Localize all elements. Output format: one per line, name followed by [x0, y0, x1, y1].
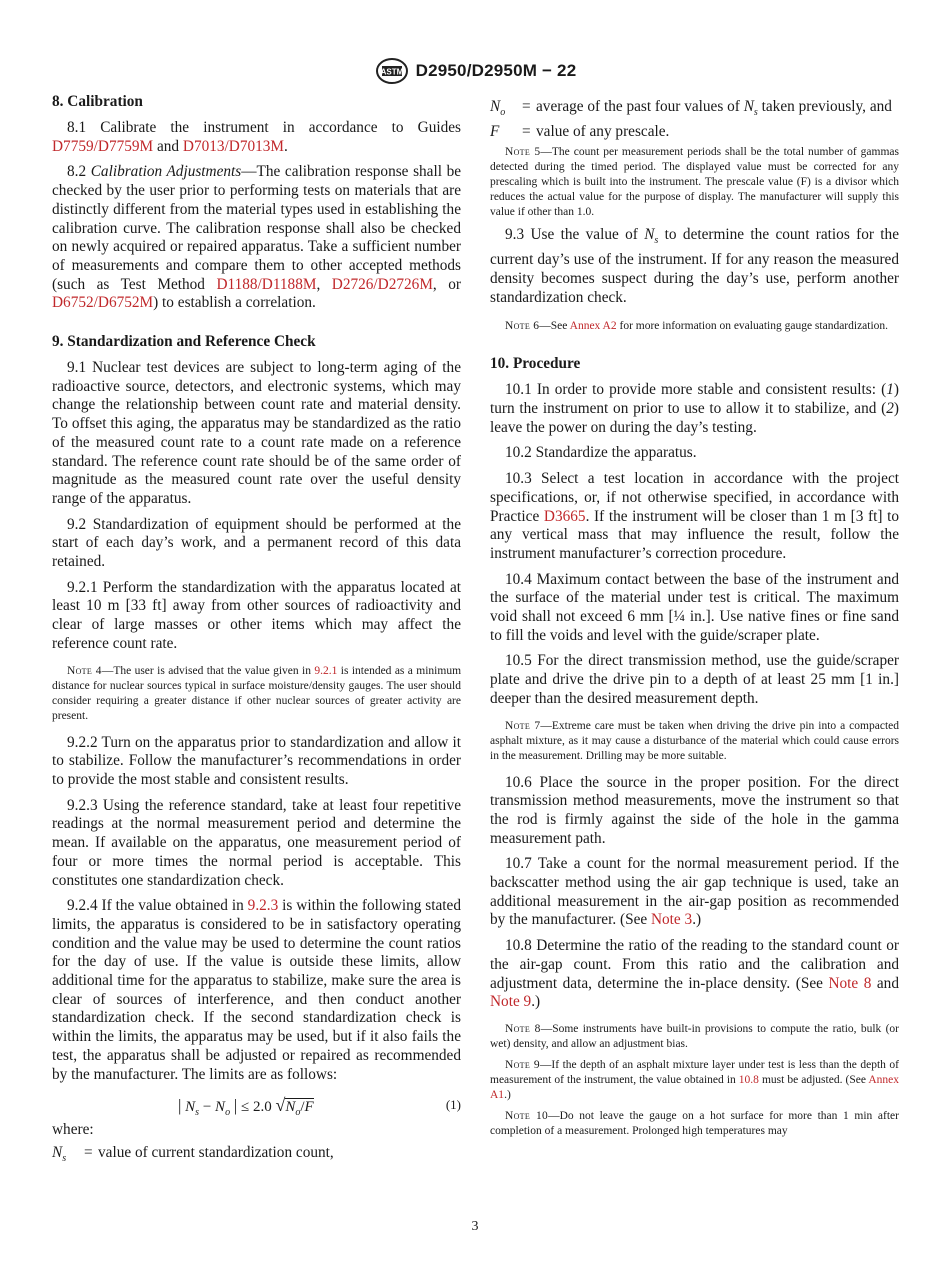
link-9-2-3[interactable]: 9.2.3 [247, 897, 279, 915]
page-number: 3 [471, 1219, 479, 1234]
para-10-4: 10.4 Maximum contact between the base of the instrument and the surface of the material under test is critical. The maximum void shall not exceed 6 mm [¼ in.]. Use native fines or fine sand to fill the voids and level with the guide/scraper plate. [490, 570, 899, 644]
para-9-2: 9.2 Standardization of equipment should be performed at the start of each day’s work, and a permanent record of this data retained. [52, 515, 461, 571]
para-9-2-4: 9.2.4 If the value obtained in 9.2.3 is within the following stated limits, the apparatus is considered to be in satisfactory operating condition and the value may be used to determine the count ratios for the day of use. If the value is outside these limits, allow additional time for the apparatus to stabilize, make sure the area is clear of sources of interference, and then conduct another standardization check. If the second standardization check is within the limits, the apparatus may be used, but if it also fails the test, the apparatus shall be adjusted or repaired as recommended by the manufacturer. The limits are as follows: [52, 897, 461, 1083]
link-note-9[interactable]: Note 9 [490, 993, 532, 1011]
astm-logo-icon [374, 57, 410, 85]
para-9-3: 9.3 Use the value of $N_s$ to determine the count ratios for the current day’s use of the instrument. If for any reason the measured density becomes suspect during the day’s use, perform another standardization check. [490, 226, 899, 306]
link-d3665[interactable]: D3665 [543, 507, 586, 525]
where-label: where: [52, 1121, 94, 1139]
section-10-heading: 10. Procedure [490, 355, 581, 373]
link-d6752[interactable]: D6752/D6752M [52, 294, 154, 312]
link-d2726[interactable]: D2726/D2726M [331, 275, 433, 293]
para-9-1: 9.1 Nuclear test devices are subject to long-term aging of the radioactive source, detectors, and electronic systems, which may change the relationship between count rate and material density. To offset this aging, the apparatus may be standardized as the ratio of the measured count rate to a count rate made on a reference standard. The reference count rate should be of the same order of magnitude as the measured count rate over the useful density range of the apparatus. [52, 359, 461, 507]
link-note-3[interactable]: Note 3 [650, 911, 693, 929]
para-10-3: 10.3 Select a test location in accordance with the project specifications, or, if not otherwise specified, in accordance with Practice D3665. If the instrument will be closer than 1 m [3 ft] to any vertical mass that may influence the result, follow the instrument manufacturer’s correction procedure. [490, 470, 899, 562]
para-10-1: 10.1 In order to provide more stable and consistent results: (1) turn the instrument on prior to use to allow it to stabilize, and (2) leave the power on during the day’s testing. [490, 381, 899, 436]
note-8: Note 8—Some instruments have built-in provisions to compute the ratio, bulk (or wet) density, and allow an adjustment bias. [490, 1023, 900, 1050]
note-10: Note 10—Do not leave the gauge on a hot surface for more than 1 min after completion of a measurement. Prolonged high temperatures may [490, 1110, 899, 1137]
page-header [0, 57, 950, 85]
link-10-8[interactable]: 10.8 [738, 1074, 759, 1086]
section-8-heading: 8. Calibration [52, 93, 143, 110]
document-title: D2950/D2950M − 22 [415, 61, 577, 80]
para-9-2-3: 9.2.3 Using the reference standard, take at least four repetitive readings at the normal measurement period and determine the mean. If available on the apparatus, one measurement period of four or more times the normal period is acceptable. This constitutes one standardization check. [52, 796, 461, 889]
section-9-heading: 9. Standardization and Reference Check [52, 333, 316, 351]
note-4: Note 4—The user is advised that the value given in 9.2.1 is intended as a minimum distance for nuclear sources typical in surface moisture/density gauges. The user should consider requiring a greater distance if other nuclear sources of greater activity are present. [52, 664, 462, 722]
para-10-5: 10.5 For the direct transmission method, use the guide/scraper plate and drive the drive pin to a depth of at least 25 mm [1 in.] deeper than the desired measurement depth. [490, 652, 899, 707]
svg-text:ASTM: ASTM [380, 67, 403, 77]
note-9: Note 9—If the depth of an asphalt mixture layer under test is less than the depth of measurement of the instrument, the value obtained in 10.8 must be adjusted. (See Annex A1.) [490, 1059, 900, 1101]
link-d1188[interactable]: D1188/D1188M [216, 275, 317, 293]
def-f: F = value of any prescale. [490, 122, 670, 140]
para-10-8: 10.8 Determine the ratio of the reading to the standard count or the air-gap count. From this ratio and the calibration and adjustment data, determine the in-place density. (See Note 8 and Note 9.) [490, 937, 899, 1011]
link-d7759[interactable]: D7759/D7759M [52, 137, 154, 155]
note-6: Note 6—See Annex A2 for more information on evaluating gauge standardization. [505, 320, 889, 333]
para-10-6: 10.6 Place the source in the proper position. For the direct transmission method measurements, move the instrument so that the rod is firmly against the side of the hole in the gamma measurement path. [490, 773, 899, 847]
para-8-2: 8.2 Calibration Adjustments—The calibration response shall be checked by the user prior to performing tests on materials that are distinctly different from the material types used in establishing the calibration curve. The calibration response shall also be checked on newly acquired or repaired apparatus. Take a sufficient number of measurements and compare them to other accepted methods (such as Test Method D1188/D1188M, D2726/D2726M, or D6752/D6752M) to establish a correlation. [52, 163, 462, 312]
def-no: $N_o$ = average of the past four values of $N_s$ taken previously, and [490, 98, 892, 119]
para-10-2: 10.2 Standardize the apparatus. [505, 444, 697, 462]
link-annex-a1[interactable]: Annex A1 [490, 1074, 899, 1101]
link-note-8[interactable]: Note 8 [828, 974, 872, 992]
note-5: Note 5—The count per measurement periods shall be the total number of gammas detected during the timed period. The displayed value must be corrected for any prescaling which is built into the instrument. The prescale value (F) is a divisor which reduces the actual value for the purpose of display. The manufacturer will supply this value if other than 1.0. [490, 146, 900, 219]
para-9-2-2: 9.2.2 Turn on the apparatus prior to standardization and allow it to stabilize. Follow the manufacturer’s recommendations in order to provide the most stable and consistent results. [52, 733, 461, 788]
note-7: Note 7—Extreme care must be taken when driving the drive pin into a compacted asphalt mixture, as it may cause a disturbance of the material which could cause errors in the measurement. Drilling may be more suitable. [490, 719, 899, 762]
link-9-2-1[interactable]: 9.2.1 [314, 664, 338, 677]
right-column [490, 98, 899, 1145]
def-ns: $N_s$ = value of current standardization count, [52, 1143, 334, 1164]
link-d7013[interactable]: D7013/D7013M [182, 137, 285, 155]
link-annex-a2[interactable]: Annex A2 [569, 320, 617, 333]
equation-1 [52, 1091, 461, 1119]
para-9-2-1: 9.2.1 Perform the standardization with the apparatus located at least 10 m [33 ft] away from other sources of radioactivity and clear of large masses or other items which may affect the reference count rate. [52, 578, 461, 652]
left-column [52, 92, 461, 1169]
equation-expression: | $N_s - N_o$ | ≤ 2.0 $√N_o/F$ [178, 1095, 314, 1119]
para-10-7: 10.7 Take a count for the normal measurement period. If the backscatter method using the air gap technique is used, take an additional measurement in the air-gap position as recommended by the manufacturer. (See Note 3.) [490, 855, 899, 929]
equation-number: (1) [445, 1097, 461, 1113]
para-8-1: 8.1 Calibrate the instrument in accordance to Guides D7759/D7759M and D7013/D7013M. [52, 119, 461, 155]
